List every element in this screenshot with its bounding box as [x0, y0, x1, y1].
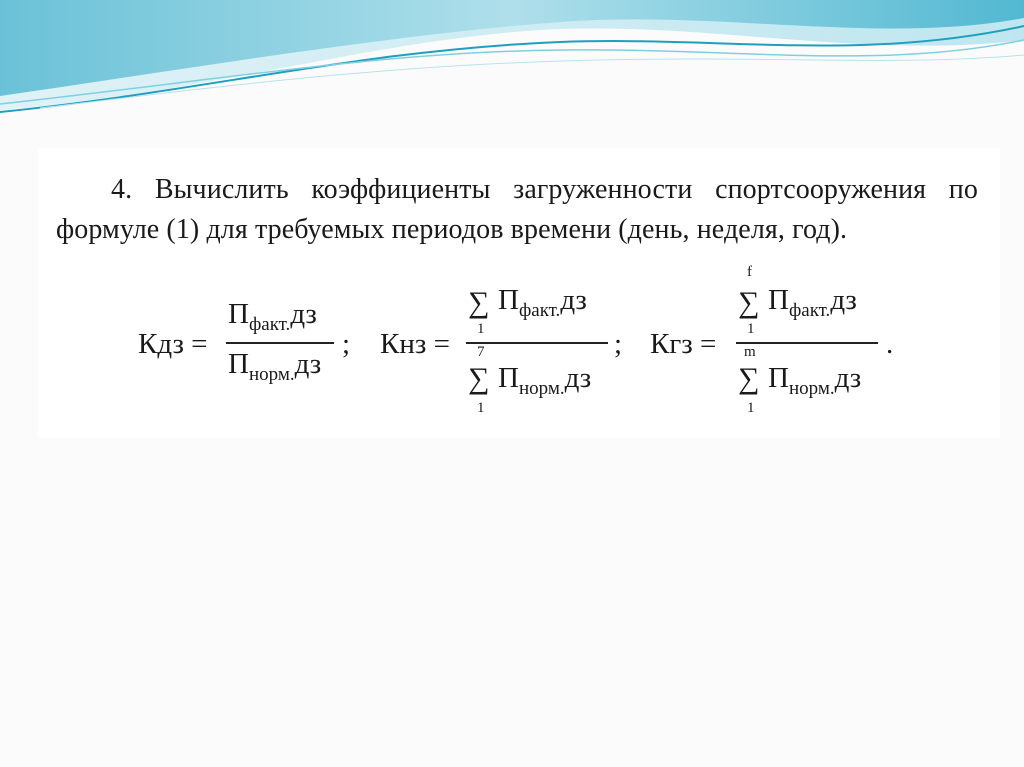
- formula-weekly-denominator: $П_{норм.}дз$: [498, 362, 592, 399]
- formula-weekly: [380, 276, 640, 436]
- formula-weekly-sum-icon: ∑: [468, 286, 490, 319]
- formula-weekly-den-sum-icon: ∑: [468, 362, 490, 395]
- formula-yearly-den-upper: m: [744, 344, 756, 360]
- formula-yearly-lhs: Кгз =: [650, 328, 717, 360]
- formula-daily-separator: ;: [342, 328, 351, 360]
- task-card: [38, 148, 1000, 438]
- formula-yearly-sum-icon: ∑: [738, 286, 760, 319]
- formula-daily-denominator: $П_{норм.}дз$: [228, 348, 322, 385]
- formula-weekly-den-lower: 1: [477, 400, 485, 416]
- formula-daily: [138, 276, 368, 436]
- formula-yearly-separator: .: [886, 328, 894, 360]
- formula-yearly: [650, 264, 920, 436]
- formula-daily-fraction-bar: [226, 342, 334, 344]
- formula-weekly-num-lower: 1: [477, 321, 485, 337]
- formula-yearly-numerator: $П_{факт.}дз$: [768, 284, 857, 321]
- task-text: 4. Вычислить коэффициенты загруженности спортсооружения по формуле (1) для требуемых периодов времени (день, неделя, год).: [56, 174, 978, 245]
- formula-yearly-denominator: $П_{норм.}дз$: [768, 362, 862, 399]
- formula-yearly-den-sum-icon: ∑: [738, 362, 760, 395]
- formula-weekly-numerator: $П_{факт.}дз$: [498, 284, 587, 321]
- formula-weekly-den-upper: 7: [477, 344, 485, 360]
- formula-weekly-fraction-bar: [466, 342, 608, 344]
- header-wave-decoration: [0, 0, 1024, 130]
- formula-weekly-lhs: Кнз =: [380, 328, 450, 360]
- formula-yearly-den-lower: 1: [747, 400, 755, 416]
- formula-weekly-separator: ;: [614, 328, 623, 360]
- formula-yearly-num-upper: f: [747, 264, 752, 280]
- formula-yearly-fraction-bar: [736, 342, 878, 344]
- formula-daily-lhs: Кдз =: [138, 328, 208, 360]
- formula-yearly-num-lower: 1: [747, 321, 755, 337]
- formula-daily-numerator: $П_{факт.}дз$: [228, 298, 317, 335]
